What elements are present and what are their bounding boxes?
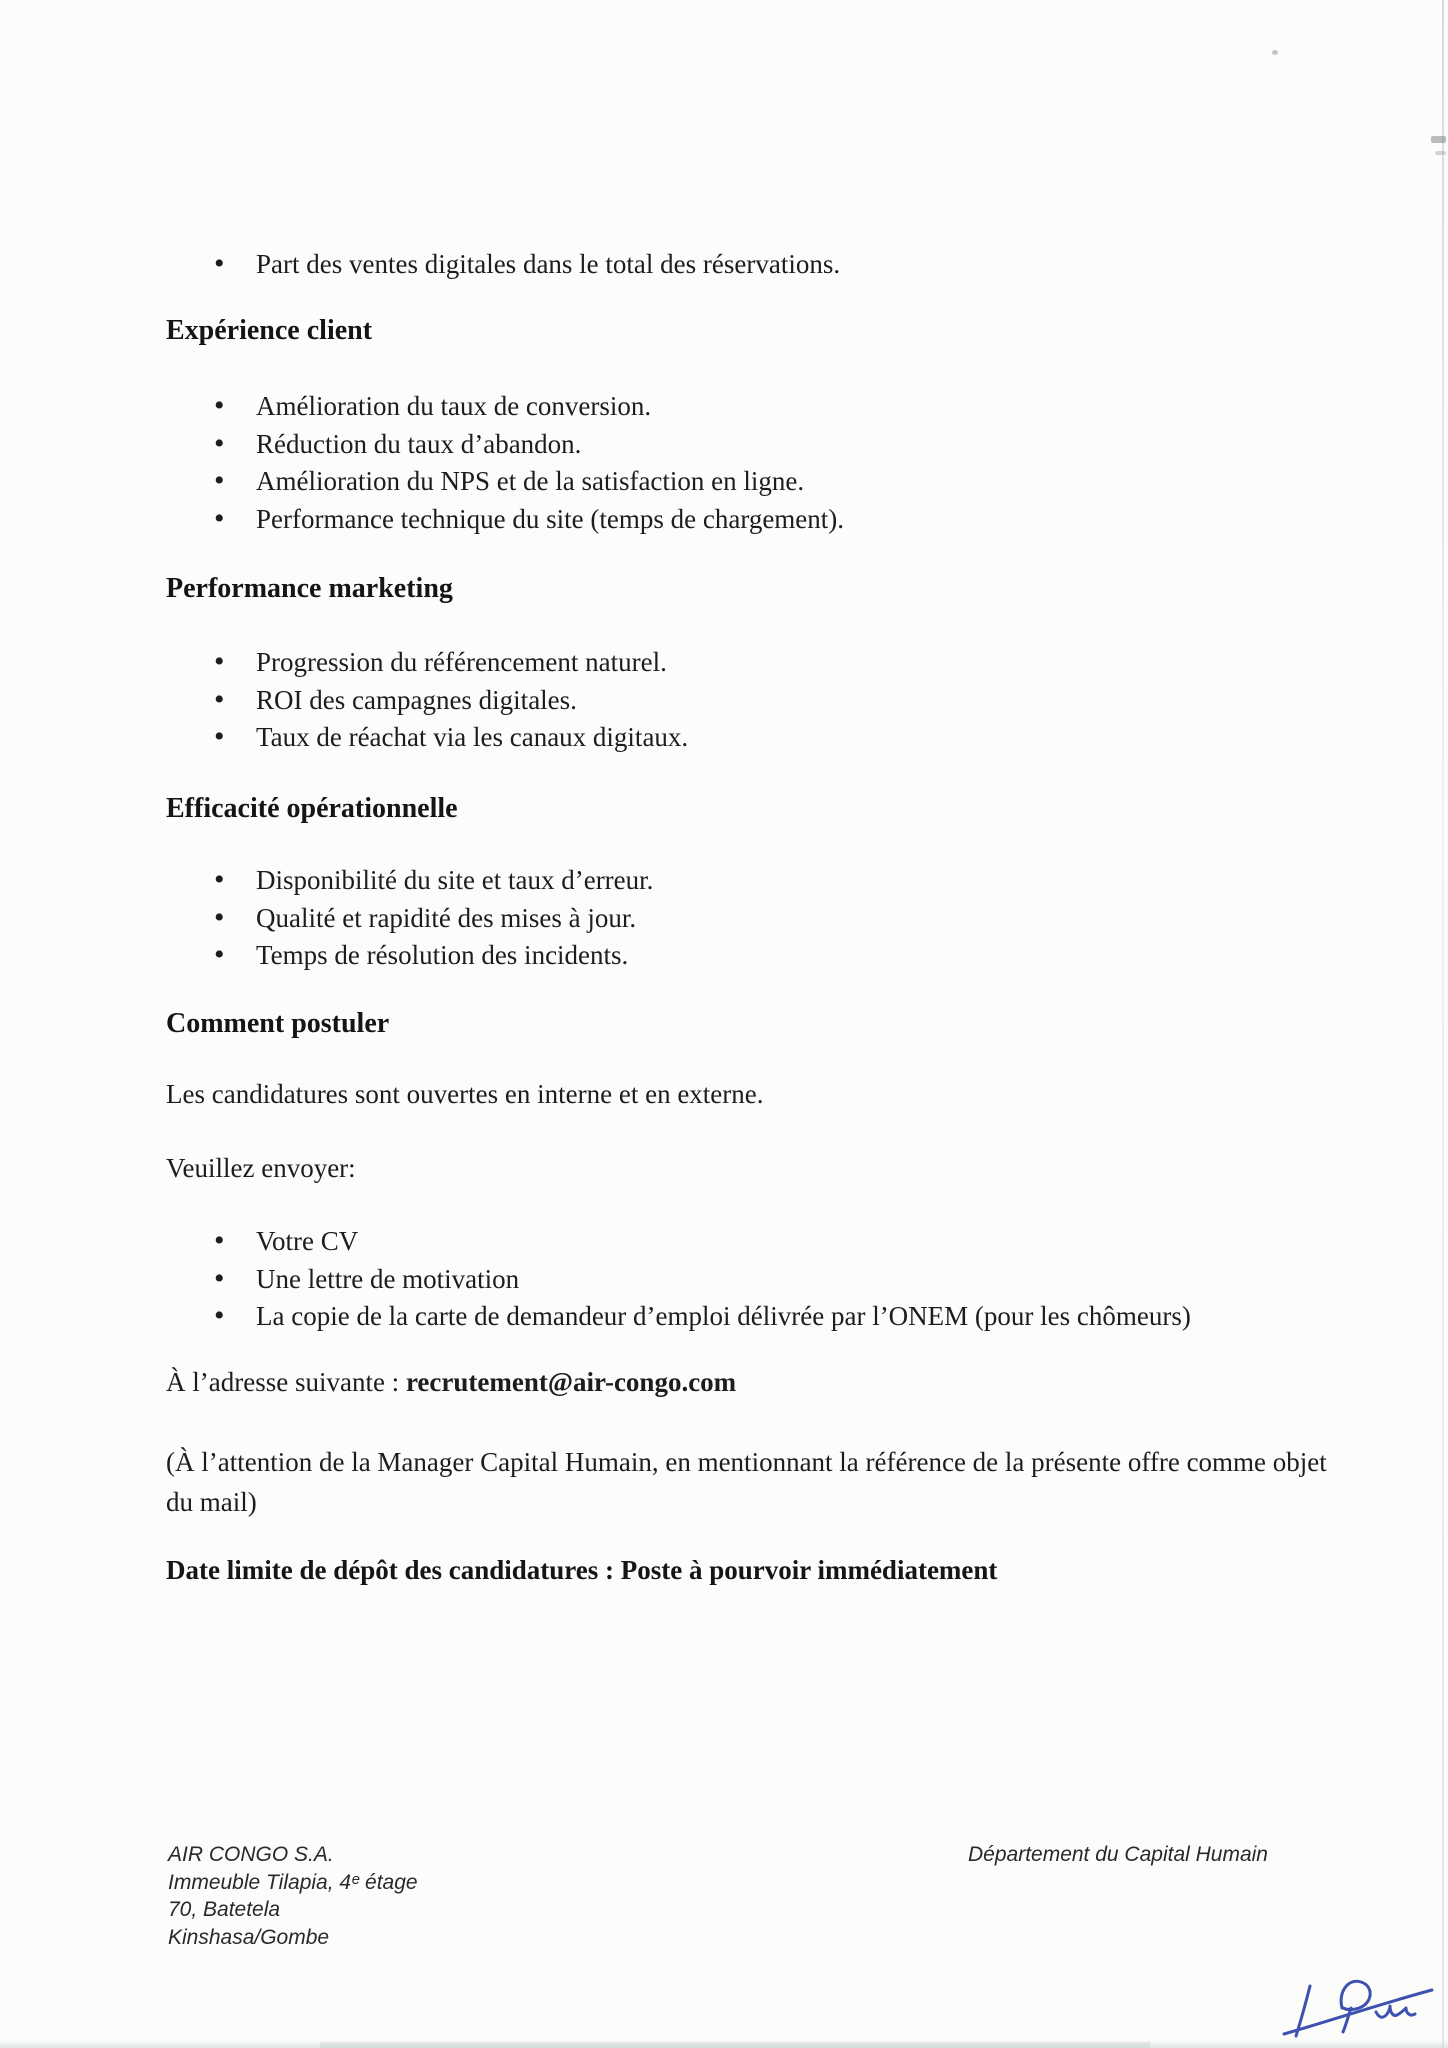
scan-artifact-edge-line	[1442, 0, 1444, 2048]
section-heading-comment-postuler: Comment postuler	[166, 1008, 390, 1039]
list-item: • ROI des campagnes digitales.	[204, 682, 1419, 720]
footer-address-line: 70, Batetela	[168, 1898, 281, 1921]
list-item: • Une lettre de motivation	[204, 1261, 1419, 1299]
scan-artifact-bottom-band	[320, 2042, 1150, 2048]
paragraph-attention-note: (À l’attention de la Manager Capital Humain, en mentionnant la référence de la présente offre comme objet du mail)	[166, 1447, 1327, 1517]
recruitment-email: recrutement@air-congo.com	[405, 1367, 737, 1397]
footer-company-name: AIR CONGO S.A.	[168, 1843, 334, 1866]
list-item: • Votre CV	[204, 1223, 1419, 1261]
list-item: • Amélioration du taux de conversion.	[204, 388, 1419, 426]
scan-artifact-dash	[1435, 151, 1446, 155]
footer-address-line: Immeuble Tilapia, 4ᵉ étage	[168, 1870, 418, 1894]
list-item: • Disponibilité du site et taux d’erreur.	[204, 862, 1419, 900]
paragraph-deadline: Date limite de dépôt des candidatures : Poste à pourvoir immédiatement	[166, 1555, 998, 1585]
adresse-prefix: À l’adresse suivante :	[166, 1367, 406, 1397]
list-item: • Performance technique du site (temps de chargement).	[204, 501, 1419, 539]
footer-company-address	[168, 1841, 418, 1951]
section-heading-efficacite-operationnelle: Efficacité opérationnelle	[166, 793, 458, 824]
list-item: • Qualité et rapidité des mises à jour.	[204, 900, 1419, 938]
list-item: • Part des ventes digitales dans le total des réservations.	[204, 246, 1419, 284]
signature-handwriting	[1280, 1972, 1440, 2044]
list-item: • Amélioration du NPS et de la satisfaction en ligne.	[204, 463, 1419, 501]
footer-address-line: Kinshasa/Gombe	[168, 1925, 330, 1949]
footer-department: Département du Capital Humain	[968, 1843, 1268, 1866]
scan-artifact-speck	[1272, 50, 1278, 55]
intro-bullet-list	[204, 246, 1419, 284]
list-item: • Réduction du taux d’abandon.	[204, 426, 1419, 464]
bullet-list-documents-requis	[204, 1223, 1419, 1336]
paragraph-adresse-envoi	[166, 1365, 736, 1399]
scan-artifact-dash	[1431, 136, 1446, 143]
paragraph-veuillez-envoyer: Veuillez envoyer:	[166, 1153, 356, 1183]
paragraph-candidatures: Les candidatures sont ouvertes en interne et en externe.	[166, 1079, 764, 1109]
section-heading-experience-client: Expérience client	[166, 315, 373, 346]
bullet-list-experience-client	[204, 388, 1419, 538]
list-item: • Temps de résolution des incidents.	[204, 937, 1419, 975]
bullet-list-performance-marketing	[204, 644, 1419, 757]
bullet-list-efficacite-operationnelle	[204, 862, 1419, 975]
list-item: • La copie de la carte de demandeur d’emploi délivrée par l’ONEM (pour les chômeurs)	[204, 1298, 1419, 1336]
list-item: • Taux de réachat via les canaux digitaux.	[204, 719, 1419, 757]
list-item: • Progression du référencement naturel.	[204, 644, 1419, 682]
section-heading-performance-marketing: Performance marketing	[166, 573, 453, 604]
